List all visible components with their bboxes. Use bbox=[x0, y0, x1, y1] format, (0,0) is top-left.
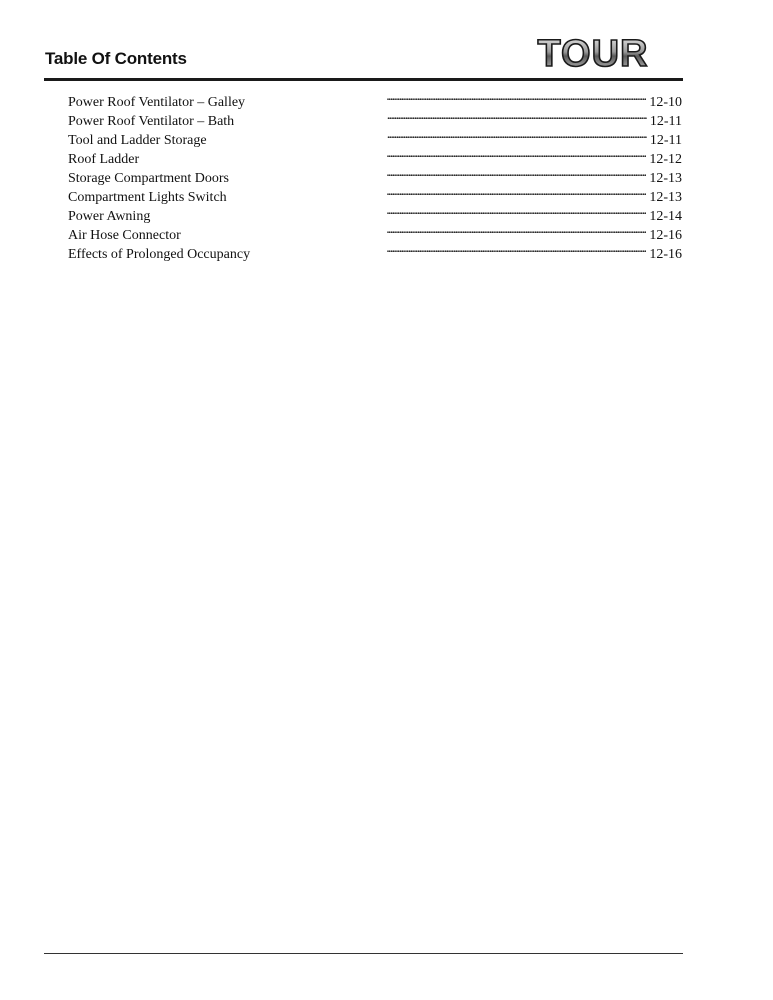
toc-dot-leader bbox=[238, 106, 647, 125]
toc-entry[interactable] bbox=[68, 163, 682, 186]
toc-entry-title: Compartment Lights Switch bbox=[68, 190, 227, 205]
toc-entry-title: Storage Compartment Doors bbox=[68, 171, 229, 186]
toc-entry-page: 12-14 bbox=[649, 209, 682, 224]
toc-entry-page: 12-10 bbox=[649, 95, 682, 110]
toc-entry-page: 12-11 bbox=[649, 133, 682, 148]
toc-entry[interactable] bbox=[68, 144, 682, 167]
toc-entry-title: Power Roof Ventilator – Bath bbox=[68, 114, 235, 129]
toc-entry-page: 12-11 bbox=[649, 114, 682, 129]
toc-entry-page: 12-16 bbox=[649, 228, 682, 243]
toc-entry-title: Power Awning bbox=[68, 209, 151, 224]
footer-divider bbox=[44, 953, 683, 954]
toc-entry-title: Roof Ladder bbox=[68, 152, 140, 167]
toc-dot-leader bbox=[143, 144, 646, 163]
toc-entry-title: Power Roof Ventilator – Galley bbox=[68, 95, 246, 110]
toc-entry-title: Effects of Prolonged Occupancy bbox=[68, 247, 251, 262]
toc-entry-title: Tool and Ladder Storage bbox=[68, 133, 207, 148]
toc-entry-page: 12-12 bbox=[649, 152, 682, 167]
toc-dot-leader bbox=[231, 182, 647, 201]
toc-entry-page: 12-16 bbox=[649, 247, 682, 262]
toc-dot-leader bbox=[254, 239, 646, 258]
toc-entry-title: Air Hose Connector bbox=[68, 228, 181, 243]
toc-entry-page: 12-13 bbox=[649, 190, 682, 205]
tour-logo-text: TOUR bbox=[537, 33, 649, 73]
toc-entry[interactable] bbox=[68, 220, 682, 243]
toc-entry[interactable] bbox=[68, 87, 682, 110]
toc-dot-leader bbox=[154, 201, 646, 220]
toc-entry-page: 12-13 bbox=[649, 171, 682, 186]
tour-logo bbox=[503, 33, 683, 73]
toc-dot-leader bbox=[185, 220, 647, 239]
toc-dot-leader bbox=[249, 87, 646, 106]
toc-dot-leader bbox=[233, 163, 646, 182]
header-divider bbox=[44, 78, 683, 81]
toc-list bbox=[68, 87, 682, 262]
page-title: Table Of Contents bbox=[45, 49, 187, 68]
toc-dot-leader bbox=[211, 125, 647, 144]
toc-entry[interactable] bbox=[68, 201, 682, 224]
